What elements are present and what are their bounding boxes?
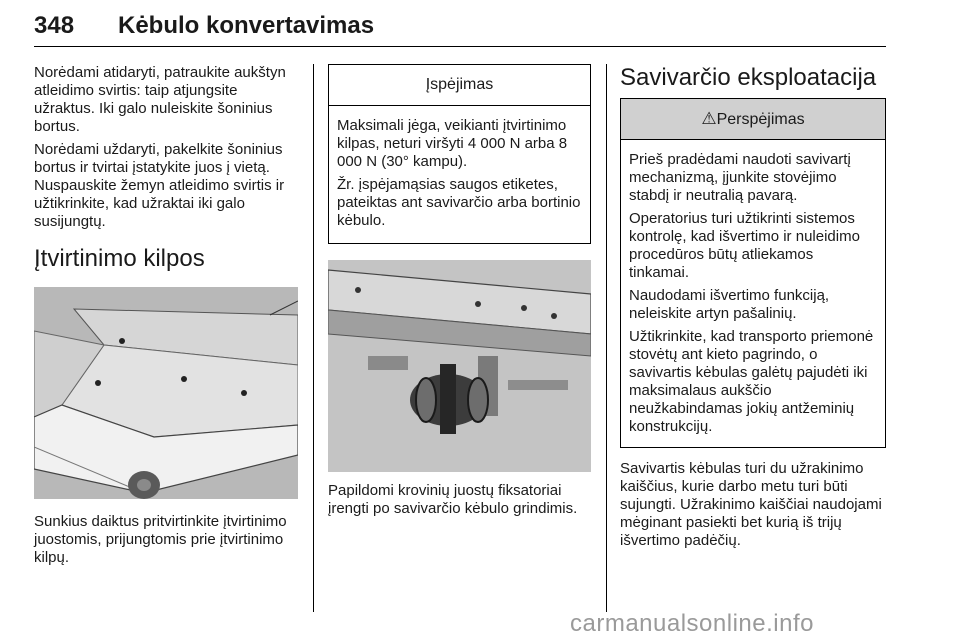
caption-lashing-eyes: Sunkius daiktus pritvirtinkite įtvirtinimo juostomis, prijungtomis prie įtvirtinimo kilpų. [34, 513, 287, 566]
header-divider [34, 46, 886, 47]
watermark: carmanualsonline.info [570, 610, 814, 637]
page-number: 348 [34, 12, 75, 39]
caution-paragraph: Operatorius turi užtikrinti sistemos kontrolę, kad išvertimo ir nuleidimo procedūros būtų atliekamos tinkamai. [629, 210, 860, 281]
caution-title: Perspėjimas [716, 111, 805, 128]
column-divider-2 [606, 64, 607, 612]
notice-title: Įspėjimas [329, 65, 590, 106]
paragraph-open: Norėdami atidaryti, patraukite aukštyn atleidimo svirtis: taip atjungsite užraktus. Iki galo nuleiskite šoninius bortus. [34, 64, 286, 135]
page-header [34, 8, 886, 44]
column-divider-1 [313, 64, 314, 612]
caution-paragraph: Naudodami išvertimo funkciją, neleiskite artyn pašalinių. [629, 287, 830, 322]
paragraph-locking-pins: Savivartis kėbulas turi du užrakinimo kaiščius, kurie darbo metu turi būti sujungti. Užrakinimo kaiščiai naudojami mėginant pasiekti bet kurią iš trijų išvertimo padėčių. [620, 460, 882, 549]
notice-paragraph: Maksimali jėga, veikianti įtvirtinimo kilpas, neturi viršyti 4 000 N arba 8 000 N (30° kampu). [337, 117, 568, 170]
illustration-lashing-eyes [34, 287, 298, 499]
column-right [620, 64, 886, 555]
page-title: Kėbulo konvertavimas [118, 12, 375, 39]
notice-paragraph: Žr. įspėjamąsias saugos etiketes, pateiktas ant savivarčio arba bortinio kėbulo. [337, 176, 581, 229]
warning-triangle-icon: ⚠ [701, 109, 717, 128]
notice-box [328, 64, 591, 244]
caution-paragraph: Užtikrinkite, kad transporto priemonė stovėtų ant kieto pagrindo, o savivartis kėbulas galėtų pajudėti iki maksimalaus aukščio neužkabindamas jokių antžeminių konstrukcijų. [629, 328, 874, 435]
paragraph-close: Norėdami uždaryti, pakelkite šoninius bortus ir tvirtai įstatykite juos į vietą. Nuspauskite žemyn atleidimo svirtis ir užtikrinkite, kad užraktai iki galo susijungtų. [34, 141, 285, 230]
section-heading-tipper-operation: Savivarčio eksploatacija [620, 64, 877, 91]
caution-box [620, 98, 886, 448]
caution-header [621, 99, 885, 140]
column-left [34, 64, 300, 572]
column-middle [328, 64, 591, 523]
illustration-under-floor-fixings [328, 260, 591, 472]
section-heading-lashing-eyes: Įtvirtinimo kilpos [34, 245, 205, 272]
caption-under-floor-fixings: Papildomi krovinių juostų fiksatoriai įrengti po savivarčio kėbulo grindimis. [328, 482, 578, 517]
caution-paragraph: Prieš pradėdami naudoti savivartį mechanizmą, įjunkite stovėjimo stabdį ir neutralią pavarą. [629, 151, 851, 204]
